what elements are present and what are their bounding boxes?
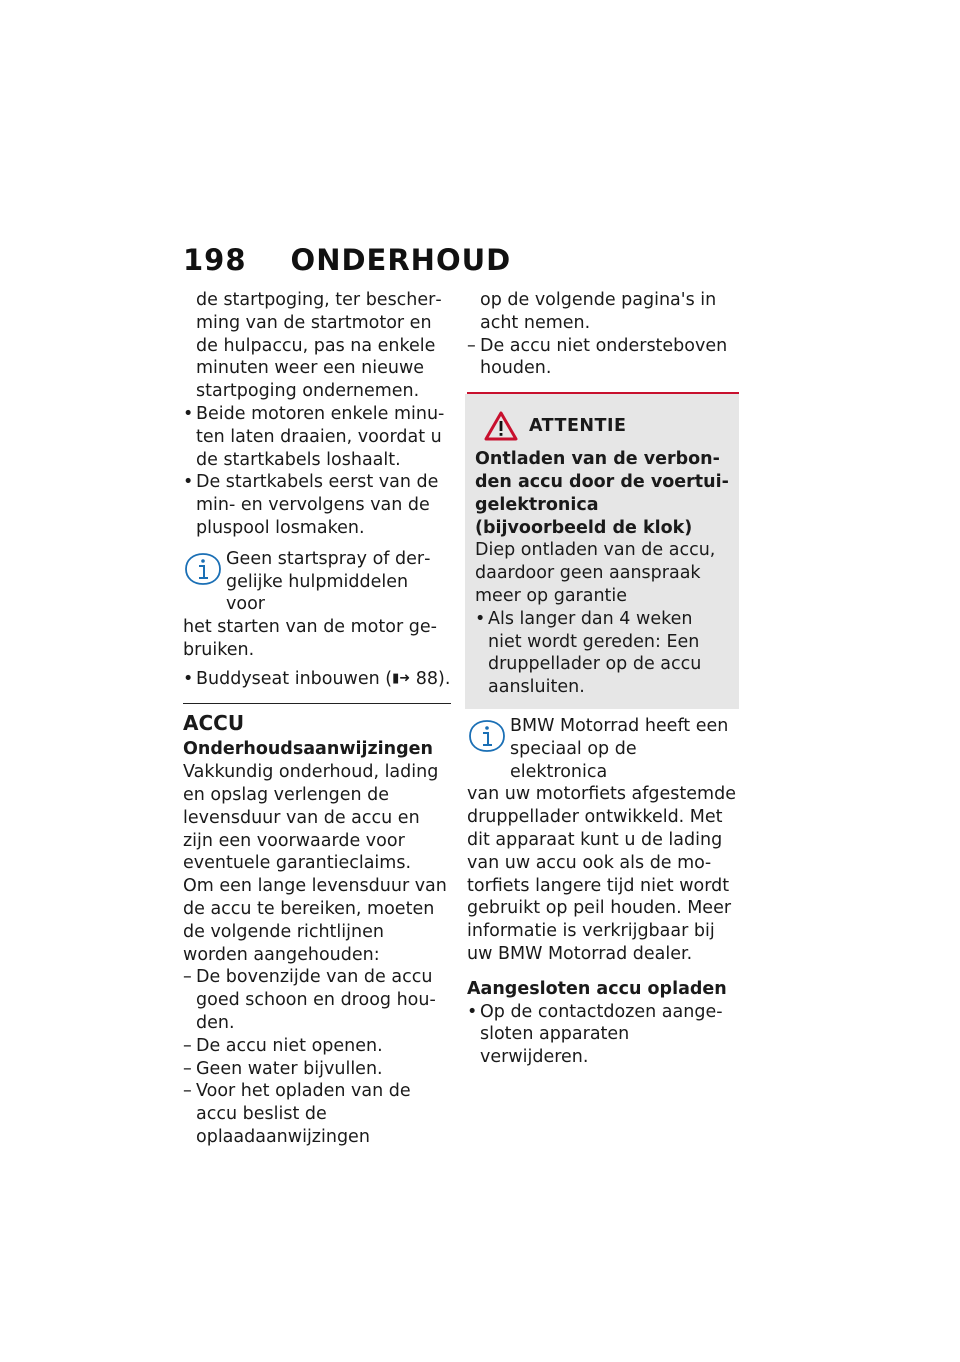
list-item	[183, 1058, 451, 1081]
dash-mark	[467, 335, 480, 381]
right-column	[467, 289, 739, 1069]
bullet-text: Als langer dan 4 weken niet wordt gereden: Een druppellader op de accu aansluiten.	[488, 608, 702, 698]
continued-text: op de volgende pagina's in acht nemen.	[480, 290, 717, 333]
bullet-text: Beide motoren enkele minuten laten draaien, voordat u de startkabels loshaalt.	[196, 403, 445, 470]
list-item	[183, 668, 451, 691]
list-item	[183, 966, 451, 1034]
dash-text: De accu niet ondersteboven houden.	[480, 335, 728, 379]
maintenance-paragraph: Vakkundig onderhoud, lading en opslag verlengen de levensduur van de accu en zijn een voorwaarde voor eventuele garantieclaims.	[183, 762, 439, 874]
maintenance-paragraph: Om een lange levensduur van de accu te bereiken, moeten de volgende richtlijnen worden aangehouden:	[183, 876, 447, 965]
dash-mark	[183, 1080, 196, 1148]
note-text-first: Geen startspray of dergelijke hulpmiddelen voor	[226, 548, 431, 615]
dash-text: De bovenzijde van de accu goed schoon en droog houden.	[196, 967, 436, 1033]
accu-heading: ACCU	[183, 710, 245, 735]
note-text-rest: van uw motorfiets afgestemde druppellader ontwikkeld. Met dit apparaat kunt u de lading van uw accu ook als de motorfiets langere tijd niet wordt gebruikt op peil houden. Meer informatie is verkrijgbaar bij uw BMW Motorrad dealer.	[467, 784, 736, 964]
warning-triangle-icon	[483, 410, 519, 442]
list-item	[467, 335, 739, 381]
info-icon	[183, 550, 223, 590]
note-text-rest: het starten van de motor gebruiken.	[183, 617, 437, 660]
attention-header	[483, 410, 729, 442]
charging-heading: Aangesloten accu opladen	[467, 978, 727, 999]
page-number: 198	[183, 243, 247, 277]
bullet-text: Buddyseat inbouwen (▮➜ 88).	[196, 668, 451, 689]
bullet-mark	[183, 471, 196, 539]
list-item	[183, 1035, 451, 1058]
dash-text: Geen water bijvullen.	[196, 1058, 383, 1079]
dash-mark	[183, 966, 196, 1034]
list-item	[183, 403, 451, 471]
list-item	[183, 471, 451, 539]
note-text-first: BMW Motorrad heeft een speciaal op de elektronica	[510, 715, 729, 782]
dash-mark	[183, 1035, 196, 1058]
info-note	[183, 548, 451, 662]
attention-box	[465, 394, 739, 709]
info-icon	[467, 717, 507, 757]
bullet-text: De startkabels eerst van de min- en vervolgens van de pluspool losmaken.	[196, 472, 439, 538]
dash-mark	[183, 1058, 196, 1081]
dash-text: De accu niet openen.	[196, 1035, 383, 1056]
bullet-mark	[183, 403, 196, 471]
maintenance-heading: Onderhoudsaanwijzingen	[183, 739, 433, 760]
left-column	[183, 289, 451, 1149]
page-header	[183, 243, 511, 277]
bullet-mark	[467, 1001, 480, 1069]
info-note	[467, 715, 739, 966]
list-item	[475, 608, 729, 699]
attention-text: Diep ontladen van de accu, daardoor geen aanspraak meer op garantie	[475, 540, 716, 606]
section-title: ONDERHOUD	[290, 243, 512, 277]
attention-title: Ontladen van de verbonden accu door de voertuigelektronica (bijvoorbeeld de klok)	[475, 449, 729, 538]
attention-label: ATTENTIE	[529, 415, 627, 436]
bullet-text: Op de contactdozen aangesloten apparaten verwijderen.	[480, 1001, 723, 1068]
list-item	[183, 1080, 451, 1148]
continued-text: de startpoging, ter bescherming van de startmotor en de hulpaccu, pas na enkele minuten weer een nieuwe startpoging ondernemen.	[196, 290, 442, 402]
dash-text: Voor het opladen van de accu beslist de oplaadaanwijzingen	[196, 1081, 411, 1147]
bullet-mark	[475, 608, 488, 699]
section-divider	[183, 703, 451, 704]
bullet-mark	[183, 668, 196, 691]
list-item	[467, 1001, 739, 1069]
page-reference-arrow-icon: ▮➜	[392, 670, 411, 686]
